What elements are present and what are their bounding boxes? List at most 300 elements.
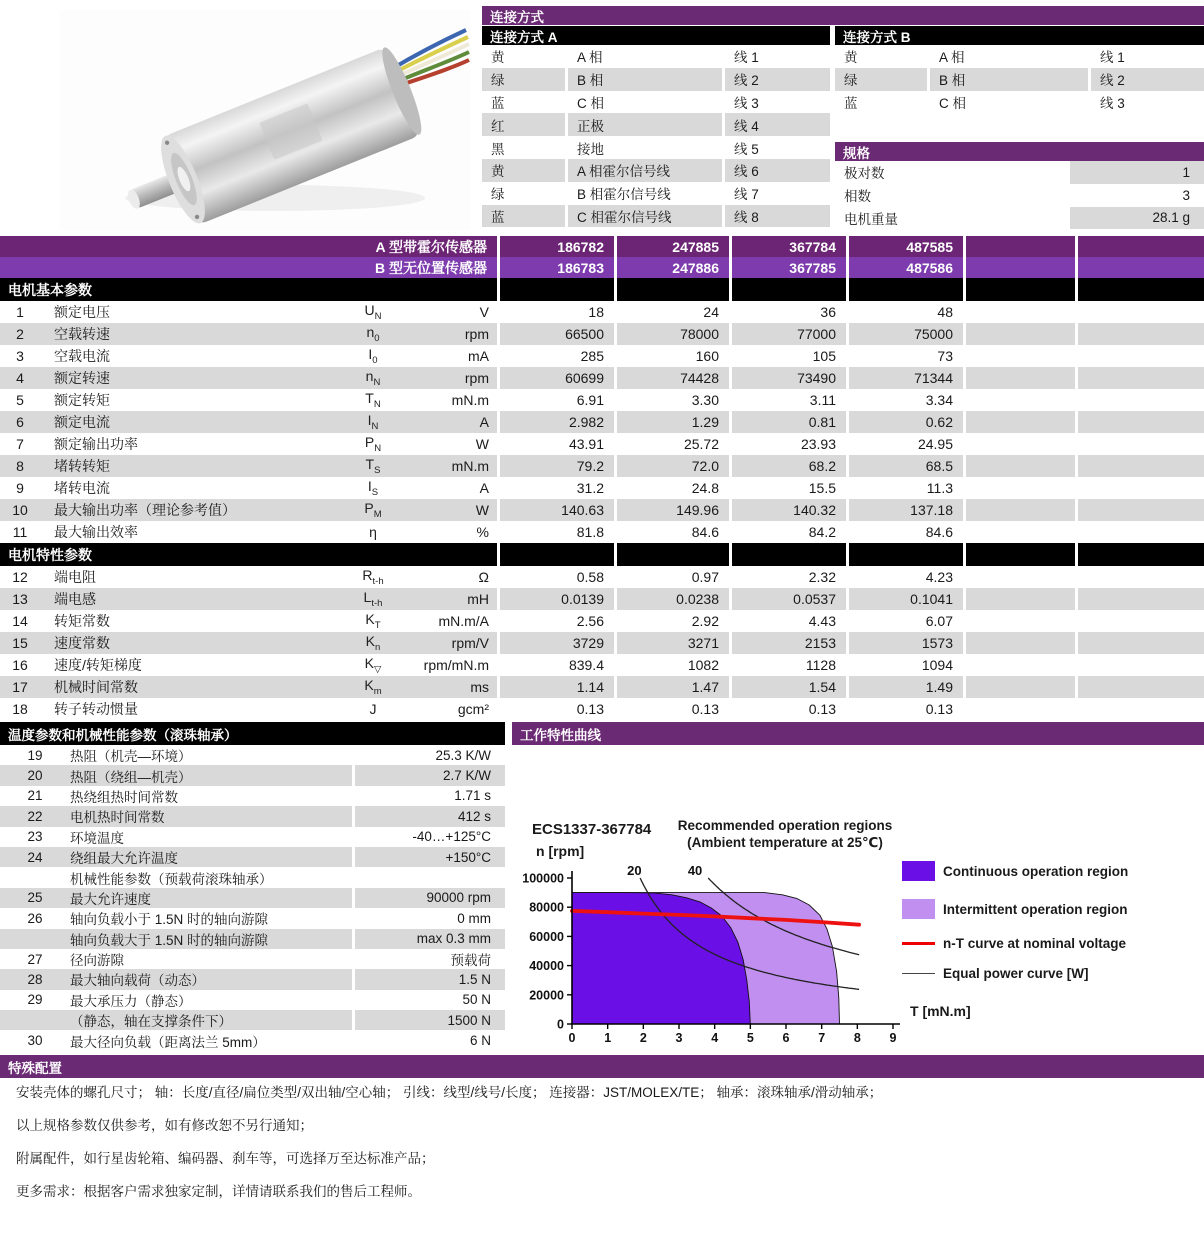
parameter-name: 速度/转矩梯度 (54, 657, 142, 673)
spec-header (835, 142, 1204, 161)
value-cell: 24.95 (849, 433, 963, 455)
value-cell: 1573 (849, 632, 963, 654)
value-cell: 0.0139 (500, 588, 614, 610)
thermal-name: 轴向负载大于 1.5N 时的轴向游隙 (70, 932, 269, 948)
parameter-symbol-sub: n (375, 641, 381, 653)
thermal-row (0, 786, 505, 806)
wire-color-cell: 黑 (482, 136, 565, 159)
thermal-row (0, 1030, 505, 1050)
value-cell: 0.0238 (617, 588, 729, 610)
parameter-name: 端电阻 (54, 569, 96, 585)
parameter-unit: W (475, 436, 489, 452)
value-cell: 2.32 (732, 566, 846, 588)
parameter-name: 端电感 (54, 591, 96, 607)
power-label-20: 20 (627, 863, 642, 878)
legend-item-equal-power (902, 962, 1202, 984)
thermal-name: 绕组最大允许温度 (70, 851, 178, 867)
row-number: 7 (16, 436, 24, 452)
section-header-cell (732, 543, 846, 566)
chart-model-title: ECS1337-367784 (532, 821, 652, 838)
note-line: 更多需求：根据客户需求独家定制，详情请联系我们的售后工程师。 (16, 1184, 421, 1199)
legend-label: Intermittent operation region (943, 901, 1128, 917)
thermal-label-cell (0, 888, 352, 908)
row-number: 19 (27, 747, 43, 763)
parameter-name: 额定电压 (54, 304, 110, 320)
thermal-value-cell: 1.71 s (355, 786, 505, 806)
parameter-symbol: $n_0$ (366, 324, 380, 344)
parameter-row (0, 433, 1204, 455)
model-row-sensorless (0, 257, 1204, 278)
thermal-header (0, 722, 505, 745)
legend-item-intermittent (902, 898, 1202, 920)
model-type-label: B 型无位置传感器 (0, 257, 497, 278)
row-number: 5 (16, 392, 24, 408)
spec-value-cell: 28.1 g (1070, 207, 1204, 230)
value-cell: 285 (500, 345, 614, 367)
wire-signal-cell: C 相 (568, 91, 722, 114)
section-header-cell (966, 278, 1075, 301)
wire-number-cell: 线 4 (725, 113, 830, 136)
value-cell (1078, 588, 1204, 610)
connection-table-b (835, 26, 1204, 113)
connection-section-title (482, 6, 1204, 25)
value-cell: 3729 (500, 632, 614, 654)
model-number-cell (1078, 236, 1204, 257)
thermal-value-cell: 1.5 N (355, 969, 505, 989)
thermal-row (0, 827, 505, 847)
thermal-row (0, 765, 505, 785)
chart-x-axis-label: T [mN.m] (910, 1003, 971, 1019)
parameter-symbol: $K_T$ (365, 611, 381, 631)
x-tick-label: 6 (782, 1031, 790, 1045)
section-header-cell (1078, 543, 1204, 566)
parameter-symbol-sub: ▽ (374, 663, 382, 675)
parameter-label-cell (0, 654, 497, 676)
value-cell (966, 389, 1075, 411)
parameter-symbol: $I_N$ (367, 412, 379, 432)
parameter-label-cell (0, 455, 497, 477)
thermal-name: 最大轴向载荷（动态） (70, 973, 205, 989)
value-cell: 24 (617, 301, 729, 323)
section-header-row (0, 543, 1204, 566)
intermittent-region-swatch (902, 899, 935, 919)
value-cell: 66500 (500, 323, 614, 345)
value-cell (966, 433, 1075, 455)
model-number-cell: 186783 (500, 257, 614, 278)
row-number: 27 (27, 951, 43, 967)
model-number-cell: 367784 (732, 236, 846, 257)
row-number: 30 (27, 1033, 43, 1049)
parameter-label-cell (0, 566, 497, 588)
parameter-row (0, 521, 1204, 543)
value-cell (966, 323, 1075, 345)
value-cell: 1094 (849, 654, 963, 676)
value-cell: 2.92 (617, 610, 729, 632)
value-cell: 36 (732, 301, 846, 323)
wire-color-cell: 绿 (482, 182, 565, 205)
parameter-unit: mH (467, 591, 489, 607)
parameter-unit: W (475, 502, 489, 518)
model-row-hall (0, 236, 1204, 257)
wire-signal-cell: A 相 (568, 45, 722, 68)
value-cell (1078, 676, 1204, 698)
value-cell (1078, 411, 1204, 433)
x-tick-label: 7 (818, 1031, 826, 1045)
thermal-row (0, 908, 505, 928)
thermal-name: 机械性能参数（预载荷滚珠轴承） (70, 871, 273, 887)
value-cell: 137.18 (849, 499, 963, 521)
parameter-unit: rpm (464, 326, 489, 342)
value-cell (966, 367, 1075, 389)
row-number: 17 (12, 679, 28, 695)
x-tick-label: 3 (675, 1031, 683, 1045)
special-config-notes (16, 1083, 1196, 1215)
thermal-mechanical-table (0, 722, 505, 1051)
wire-color-cell: 蓝 (482, 205, 565, 228)
y-tick-label: 60000 (529, 929, 564, 944)
parameter-name: 速度常数 (54, 635, 110, 651)
parameter-symbol: $I_S$ (367, 478, 379, 498)
note-line: 以上规格参数仅供参考，如有修改恕不另行通知； (16, 1118, 313, 1133)
y-tick-label: 0 (557, 1017, 564, 1032)
row-number: 11 (12, 524, 28, 540)
parameter-label (0, 477, 497, 499)
parameter-unit: V (479, 304, 489, 320)
wire-number-cell: 线 3 (725, 91, 830, 114)
wiring-row (482, 159, 830, 182)
value-cell: 0.13 (617, 698, 729, 720)
value-cell: 48 (849, 301, 963, 323)
row-number: 25 (27, 890, 43, 906)
row-number: 14 (12, 613, 28, 629)
parameter-label (0, 455, 497, 477)
value-cell (1078, 301, 1204, 323)
parameter-row (0, 477, 1204, 499)
row-number: 29 (27, 992, 43, 1008)
chart-header (512, 722, 1204, 745)
parameter-row (0, 367, 1204, 389)
wire-signal-cell: A 相 (930, 45, 1088, 68)
value-cell (1078, 433, 1204, 455)
connection-section (482, 6, 1204, 227)
parameter-label-cell (0, 632, 497, 654)
wire-color-cell: 黄 (482, 159, 565, 182)
value-cell: 839.4 (500, 654, 614, 676)
spec-row (835, 184, 1204, 207)
parameter-row (0, 455, 1204, 477)
value-cell: 74428 (617, 367, 729, 389)
wire-signal-cell: A 相霍尔信号线 (568, 159, 722, 182)
parameter-symbol: $P_N$ (364, 434, 382, 454)
note-line: 附属配件，如行星齿轮箱、编码器、刹车等，可选择万至达标准产品； (16, 1151, 435, 1166)
value-cell: 75000 (849, 323, 963, 345)
value-cell (1078, 367, 1204, 389)
thermal-name: （静态，轴在支撑条件下） (70, 1014, 232, 1030)
thermal-label-cell (0, 949, 352, 969)
wire-number-cell: 线 5 (725, 136, 830, 159)
parameter-symbol-sub: m (373, 685, 382, 697)
value-cell: 3.11 (732, 389, 846, 411)
parameter-row (0, 345, 1204, 367)
thermal-value-cell: 0 mm (355, 908, 505, 928)
parameter-label-cell (0, 610, 497, 632)
wire-color-cell: 黄 (835, 45, 927, 68)
x-tick-label: 1 (604, 1031, 612, 1045)
row-number: 26 (27, 910, 43, 926)
value-cell: 25.72 (617, 433, 729, 455)
parameter-unit: mN.m (451, 392, 489, 408)
spec-title: 规格 (843, 145, 870, 161)
thermal-label-cell (0, 847, 352, 867)
parameter-label-cell (0, 521, 497, 543)
model-number-cell: 247886 (617, 257, 729, 278)
parameter-label (0, 345, 497, 367)
value-cell: 68.5 (849, 455, 963, 477)
parameter-unit: mN.m/A (438, 613, 489, 629)
value-cell (966, 411, 1075, 433)
row-number: 15 (12, 635, 28, 651)
row-number: 4 (16, 370, 24, 386)
parameter-symbol-sub: M (373, 508, 382, 520)
value-cell: 0.0537 (732, 588, 846, 610)
wire-color-cell: 红 (482, 113, 565, 136)
parameter-label-cell (0, 323, 497, 345)
parameter-label (0, 566, 497, 588)
motor-photo-svg (60, 10, 470, 230)
connection-table-a (482, 26, 830, 227)
value-cell (966, 566, 1075, 588)
nt-curve-swatch (902, 942, 935, 945)
model-number-cell: 367785 (732, 257, 846, 278)
parameter-name: 额定转矩 (54, 392, 110, 408)
wire-number-cell: 线 2 (725, 68, 830, 91)
parameter-symbol-sub: S (374, 464, 381, 476)
thermal-value-cell: max 0.3 mm (355, 929, 505, 949)
parameter-unit: gcm² (457, 701, 489, 717)
row-number: 12 (12, 569, 28, 585)
parameter-row (0, 610, 1204, 632)
parameter-name: 最大输出功率（理论参考值） (54, 502, 236, 518)
chart-subtitle-line1: Recommended operation regions (677, 818, 893, 833)
thermal-name: 最大承压力（静态） (70, 993, 192, 1009)
parameter-symbol: $n_N$ (365, 368, 381, 388)
row-number: 18 (12, 701, 28, 717)
row-number: 3 (16, 348, 24, 364)
value-cell (1078, 477, 1204, 499)
section-header-cell (617, 543, 729, 566)
model-type-label: A 型带霍尔传感器 (0, 236, 497, 257)
parameter-label (0, 610, 497, 632)
section-header-row (0, 278, 1204, 301)
parameter-row (0, 389, 1204, 411)
parameter-name: 空载转速 (54, 326, 110, 342)
parameter-label (0, 698, 497, 720)
thermal-name: 热绕组热时间常数 (70, 789, 178, 805)
wire-color-cell: 蓝 (482, 91, 565, 114)
parameter-unit: mN.m (451, 458, 489, 474)
row-number: 8 (16, 458, 24, 474)
thermal-label-cell (0, 1010, 352, 1030)
value-cell (1078, 654, 1204, 676)
spec-value-cell: 3 (1070, 184, 1204, 207)
parameter-unit: mA (468, 348, 489, 364)
value-cell (1078, 455, 1204, 477)
model-number-cell (966, 236, 1075, 257)
thermal-name: 热阻（绕组—机壳） (70, 769, 192, 785)
section-header-cell (500, 278, 614, 301)
section-header-cell (1078, 278, 1204, 301)
thermal-value-cell: 50 N (355, 990, 505, 1010)
thermal-label-cell (0, 765, 352, 785)
thermal-row (0, 949, 505, 969)
parameter-row (0, 323, 1204, 345)
thermal-label-cell (0, 806, 352, 826)
wire-number-cell: 线 1 (725, 45, 830, 68)
thermal-label-cell (0, 867, 352, 887)
parameter-row (0, 632, 1204, 654)
value-cell: 1082 (617, 654, 729, 676)
chart-y-axis-label: n [rpm] (536, 843, 585, 859)
value-cell: 105 (732, 345, 846, 367)
parameter-symbol: $K_m$ (364, 677, 382, 697)
parameter-label-cell (0, 499, 497, 521)
parameter-label (0, 632, 497, 654)
parameter-row (0, 301, 1204, 323)
parameter-label (0, 676, 497, 698)
chart-subtitle (660, 817, 910, 851)
thermal-row (0, 847, 505, 867)
row-number: 10 (12, 502, 28, 518)
parameter-name: 转子转动惯量 (54, 701, 138, 717)
thermal-row (0, 888, 505, 908)
main-parameter-table (0, 236, 1204, 720)
section-header-cell (500, 543, 614, 566)
parameter-symbol: $P_M$ (364, 500, 382, 520)
parameter-name: 额定转速 (54, 370, 110, 386)
value-cell (1078, 345, 1204, 367)
thermal-value-cell: 6 N (355, 1030, 505, 1050)
y-tick-label: 80000 (529, 900, 564, 915)
value-cell: 84.6 (849, 521, 963, 543)
wire-signal-cell: B 相 (930, 68, 1088, 91)
value-cell: 18 (500, 301, 614, 323)
value-cell (1078, 610, 1204, 632)
parameter-symbol: $K_n$ (365, 633, 381, 653)
model-number-cell: 487585 (849, 236, 963, 257)
x-tick-label: 9 (889, 1031, 897, 1045)
value-cell: 0.62 (849, 411, 963, 433)
value-cell: 4.23 (849, 566, 963, 588)
parameter-symbol-sub: T (374, 619, 381, 631)
thermal-label-cell (0, 969, 352, 989)
model-number-cell (966, 257, 1075, 278)
parameter-symbol-sub: t-h (372, 575, 384, 587)
parameter-symbol: $R_{t-h}$ (362, 567, 384, 587)
value-cell (966, 345, 1075, 367)
value-cell: 73490 (732, 367, 846, 389)
wire-signal-cell: B 相霍尔信号线 (568, 182, 722, 205)
parameter-symbol: $K_▽$ (364, 655, 382, 675)
row-number: 28 (27, 971, 43, 987)
value-cell: 0.58 (500, 566, 614, 588)
thermal-row (0, 806, 505, 826)
thermal-name: 最大允许速度 (70, 891, 151, 907)
section-header-cell (617, 278, 729, 301)
parameter-symbol-sub: N (371, 420, 379, 432)
spec-table (835, 142, 1204, 229)
thermal-label-cell (0, 929, 352, 949)
parameter-label-cell (0, 389, 497, 411)
value-cell (1078, 521, 1204, 543)
wire-signal-cell: C 相霍尔信号线 (568, 205, 722, 228)
value-cell (966, 588, 1075, 610)
value-cell: 0.13 (732, 698, 846, 720)
wiring-row (482, 91, 830, 114)
value-cell: 60699 (500, 367, 614, 389)
parameter-label (0, 521, 497, 543)
value-cell (966, 521, 1075, 543)
spec-label-cell: 电机重量 (835, 207, 1067, 230)
parameter-unit: A (479, 480, 489, 496)
parameter-symbol: $T_N$ (365, 390, 381, 410)
value-cell (966, 499, 1075, 521)
thermal-label-cell (0, 908, 352, 928)
row-number: 24 (27, 849, 43, 865)
value-cell: 84.6 (617, 521, 729, 543)
y-tick-label: 100000 (522, 871, 564, 886)
wire-signal-cell: B 相 (568, 68, 722, 91)
wire-color-cell: 绿 (835, 68, 927, 91)
parameter-name: 额定输出功率 (54, 436, 138, 452)
wire-color-cell: 绿 (482, 68, 565, 91)
parameter-name: 机械时间常数 (54, 679, 138, 695)
thermal-name: 轴向负载小于 1.5N 时的轴向游隙 (70, 912, 269, 928)
thermal-label-cell (0, 827, 352, 847)
value-cell (1078, 698, 1204, 720)
wire-signal-cell: 接地 (568, 136, 722, 159)
value-cell: 1.29 (617, 411, 729, 433)
value-cell: 43.91 (500, 433, 614, 455)
value-cell (966, 676, 1075, 698)
parameter-label (0, 588, 497, 610)
parameter-symbol: J (369, 701, 377, 717)
wire-signal-cell: 正极 (568, 113, 722, 136)
value-cell: 24.8 (617, 477, 729, 499)
thermal-row (0, 745, 505, 765)
row-number: 6 (16, 414, 24, 430)
x-tick-label: 2 (639, 1031, 647, 1045)
special-config-header (0, 1055, 1204, 1078)
value-cell: 2.982 (500, 411, 614, 433)
value-cell (1078, 632, 1204, 654)
section-header-cell (966, 543, 1075, 566)
model-number-cell: 186782 (500, 236, 614, 257)
legend-item-nt-curve (902, 932, 1202, 954)
value-cell: 149.96 (617, 499, 729, 521)
value-cell: 0.81 (732, 411, 846, 433)
parameter-symbol: $T_S$ (365, 456, 381, 476)
thermal-row (0, 867, 505, 887)
value-cell: 6.91 (500, 389, 614, 411)
value-cell (966, 477, 1075, 499)
parameter-label-cell (0, 301, 497, 323)
parameter-label-cell (0, 588, 497, 610)
value-cell: 1.47 (617, 676, 729, 698)
note-line: 安装壳体的螺孔尺寸； 轴：长度/直径/扁位类型/双出轴/空心轴； 引线：线型/线号/长度； 连接器：JST/MOLEX/TE； 轴承：滚珠轴承/滑动轴承； (16, 1085, 883, 1100)
parameter-row (0, 499, 1204, 521)
parameter-symbol: $U_N$ (364, 302, 382, 322)
value-cell: 2.56 (500, 610, 614, 632)
